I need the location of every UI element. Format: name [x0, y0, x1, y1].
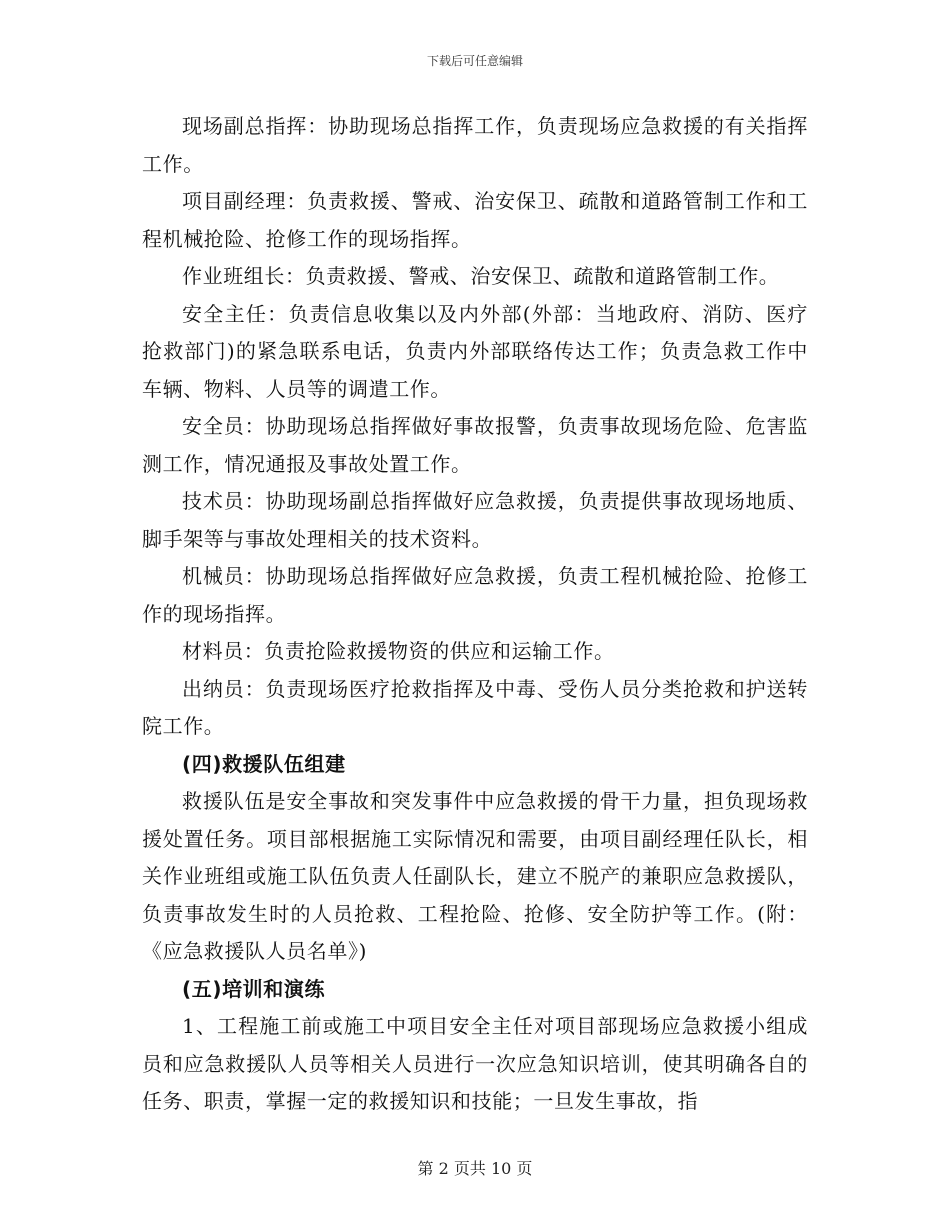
- paragraph: 作业班组长：负责救援、警戒、治安保卫、疏散和道路管制工作。: [182, 264, 780, 288]
- paragraph: 安全主任：负责信息收集以及内外部(外部：当地政府、消防、医疗抢救部门)的紧急联系电话，负责内外部联络传达工作；负责急救工作中车辆、物料、人员等的调遣工作。: [142, 301, 808, 401]
- paragraph: 现场副总指挥：协助现场总指挥工作，负责现场应急救援的有关指挥工作。: [142, 114, 808, 176]
- paragraph: 技术员：协助现场副总指挥做好应急救援，负责提供事故现场地质、脚手架等与事故处理相关的技术资料。: [142, 489, 808, 551]
- section-heading-4: (四)救援队伍组建: [182, 751, 346, 776]
- paragraph: 1、工程施工前或施工中项目安全主任对项目部现场应急救援小组成员和应急救援队人员等相关人员进行一次应急知识培训，使其明确各自的任务、职责，掌握一定的救援知识和技能；一旦发生事故，指: [142, 1014, 808, 1113]
- paragraph: 项目副经理：负责救援、警戒、治安保卫、疏散和道路管制工作和工程机械抢险、抢修工作的现场指挥。: [142, 189, 808, 251]
- paragraph: 材料员：负责抢险救援物资的供应和运输工作。: [182, 639, 615, 663]
- paragraph: 救援队伍是安全事故和突发事件中应急救援的骨干力量，担负现场救援处置任务。项目部根据施工实际情况和需要，由项目副经理任队长，相关作业班组或施工队伍负责人任副队长，建立不脱产的兼职应急救援队，负责事故发生时的人员抢救、工程抢险、抢修、安全防护等工作。(附：《应急救援队人员名单》): [142, 789, 808, 963]
- page-number: 第 2 页共 10 页: [417, 1159, 533, 1178]
- section-heading-5: (五)培训和演练: [182, 976, 326, 1001]
- paragraph: 出纳员：负责现场医疗抢救指挥及中毒、受伤人员分类抢救和护送转院工作。: [142, 676, 808, 738]
- paragraph: 机械员：协助现场总指挥做好应急救援，负责工程机械抢险、抢修工作的现场指挥。: [142, 564, 808, 626]
- paragraph: 安全员：协助现场总指挥做好事故报警，负责事故现场危险、危害监测工作，情况通报及事故处置工作。: [142, 414, 808, 476]
- page-header: 下载后可任意编辑: [426, 54, 523, 68]
- document-body: [142, 108, 808, 1121]
